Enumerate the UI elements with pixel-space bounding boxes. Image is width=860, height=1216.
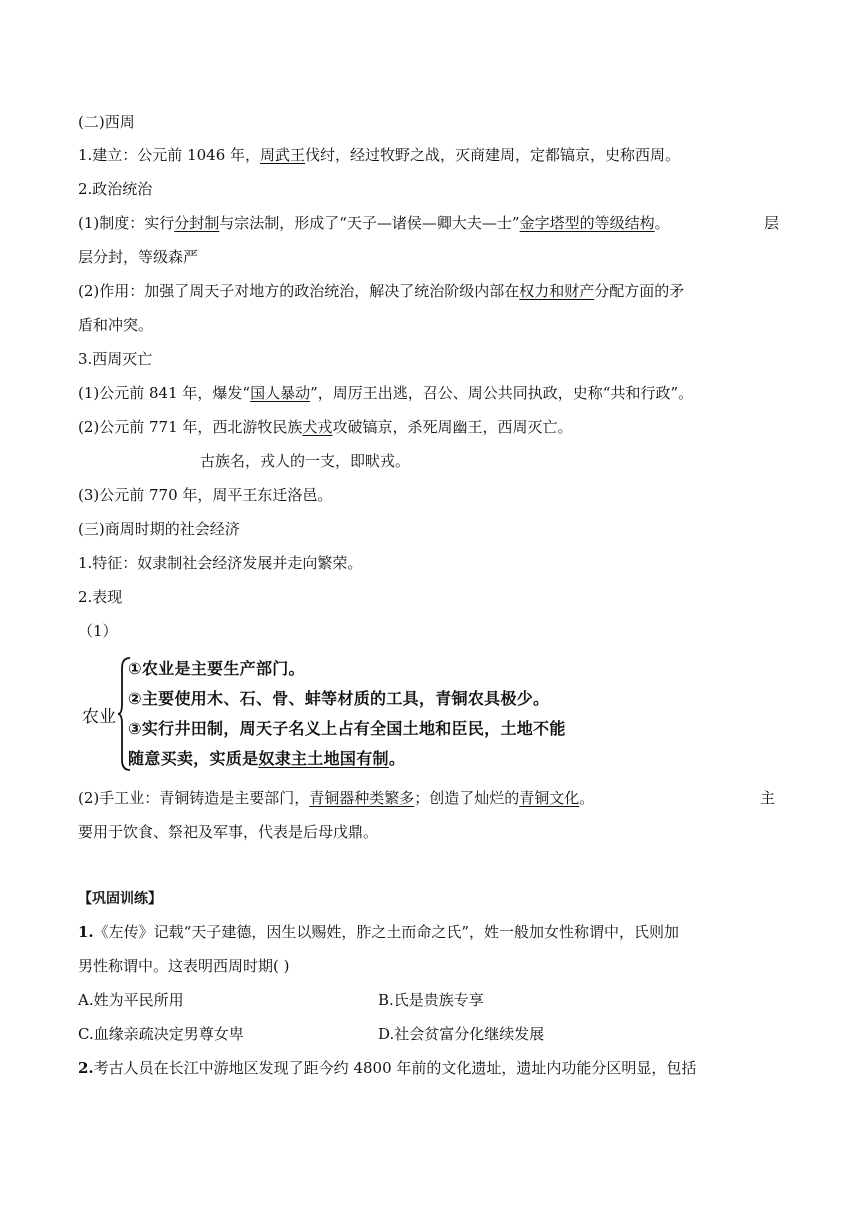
underlined-term: 青铜器种类繁多 — [309, 789, 415, 807]
question-2 — [78, 1058, 696, 1078]
paragraph-system-note: 层分封，等级森严 — [78, 248, 199, 266]
section-heading-economy: (三)商周时期的社会经济 — [78, 520, 240, 538]
question-text: 考古人员在长江中游地区发现了距今约 4800 年前的文化遗址，遗址内功能分区明显，包括 — [93, 1059, 697, 1077]
text-segment: 1.建立：公元前 1046 年， — [78, 146, 261, 164]
paragraph-feature: 1.特征：奴隶制社会经济发展并走向繁荣。 — [78, 554, 363, 572]
figure-label: 农业 — [82, 707, 116, 727]
paragraph-841 — [78, 383, 693, 403]
text-segment: (1)公元前 841 年，爆发“ — [78, 384, 251, 402]
section-heading-xizhou: (二)西周 — [78, 113, 135, 131]
question-number: 1. — [78, 923, 94, 941]
figure-item — [128, 746, 405, 769]
agriculture-figure — [78, 652, 638, 774]
margin-note: 主 — [760, 789, 776, 807]
text-segment: 。 — [579, 789, 595, 807]
question-number: 2. — [78, 1059, 94, 1077]
text-segment: 伐纣，经过牧野之战，灭商建周，定都镐京，史称西周。 — [305, 146, 681, 164]
margin-note: 层 — [764, 214, 780, 232]
practice-heading: 【巩固训练】 — [78, 891, 162, 907]
text-segment: 攻破镐京，杀死周幽王，西周灭亡。 — [332, 418, 573, 436]
underlined-term: 青铜文化 — [519, 789, 580, 807]
question-text: 《左传》记载“天子建德，因生以赐姓，胙之土而命之氏”，姓一般加女性称谓中，氏则加 — [93, 923, 680, 941]
question-1 — [78, 922, 679, 942]
text-segment: 。 — [388, 749, 406, 768]
choice-b: B.氏是贵族专享 — [378, 991, 484, 1009]
paragraph-effect — [78, 281, 684, 301]
text-segment: (2)手工业：青铜铸造是主要部门， — [78, 789, 310, 807]
choice-d: D.社会贫富分化继续发展 — [378, 1025, 545, 1043]
figure-item: ③实行井田制，周天子名义上占有全国土地和臣民，土地不能 — [128, 719, 566, 738]
text-segment: ”，周厉王出逃，召公、周公共同执政，史称“共和行政”。 — [310, 384, 694, 402]
underlined-term: 分封制 — [174, 214, 220, 232]
paragraph-establishment — [78, 145, 680, 165]
text-segment: 随意买卖，实质是 — [128, 749, 259, 768]
choice-a: A.姓为平民所用 — [78, 991, 184, 1009]
underlined-term: 金字塔型的等级结构 — [519, 214, 655, 232]
paragraph-political-rule: 2.政治统治 — [78, 180, 153, 198]
paragraph-effect-cont: 盾和冲突。 — [78, 316, 154, 334]
underlined-term: 权力和财产 — [519, 282, 595, 300]
paragraph-system — [78, 213, 670, 233]
text-segment: ；创造了灿烂的 — [414, 789, 520, 807]
underlined-term: 犬戎 — [302, 418, 333, 436]
paragraph-handicraft — [78, 788, 594, 808]
text-segment: 。 — [654, 214, 670, 232]
text-segment: (2)作用：加强了周天子对地方的政治统治，解决了统治阶级内部在 — [78, 282, 520, 300]
figure-item: ①农业是主要生产部门。 — [128, 659, 305, 678]
paragraph-fall: 3.西周灭亡 — [78, 350, 153, 368]
paragraph-item-1: （1） — [78, 622, 118, 640]
figure-item: ②主要使用木、石、骨、蚌等材质的工具，青铜农具极少。 — [128, 689, 550, 708]
text-segment: 分配方面的矛 — [594, 282, 685, 300]
text-segment: (1)制度：实行 — [78, 214, 175, 232]
paragraph-manifestation: 2.表现 — [78, 588, 123, 606]
underlined-term: 奴隶主土地国有制 — [258, 749, 389, 768]
underlined-term: 国人暴动 — [250, 384, 311, 402]
paragraph-handicraft-note: 要用于饮食、祭祀及军事，代表是后母戊鼎。 — [78, 823, 379, 841]
text-segment: 与宗法制，形成了“天子—诸侯—卿大夫—士” — [219, 214, 520, 232]
underlined-term: 周武王 — [260, 146, 306, 164]
paragraph-771 — [78, 417, 572, 437]
question-1-cont: 男性称谓中。这表明西周时期( ) — [78, 957, 290, 975]
paragraph-770: (3)公元前 770 年，周平王东迁洛邑。 — [78, 486, 333, 504]
choice-c: C.血缘亲疏决定男尊女卑 — [78, 1025, 244, 1043]
annotation-quanrong: 古族名，戎人的一支，即畎戎。 — [200, 452, 411, 470]
text-segment: (2)公元前 771 年，西北游牧民族 — [78, 418, 303, 436]
